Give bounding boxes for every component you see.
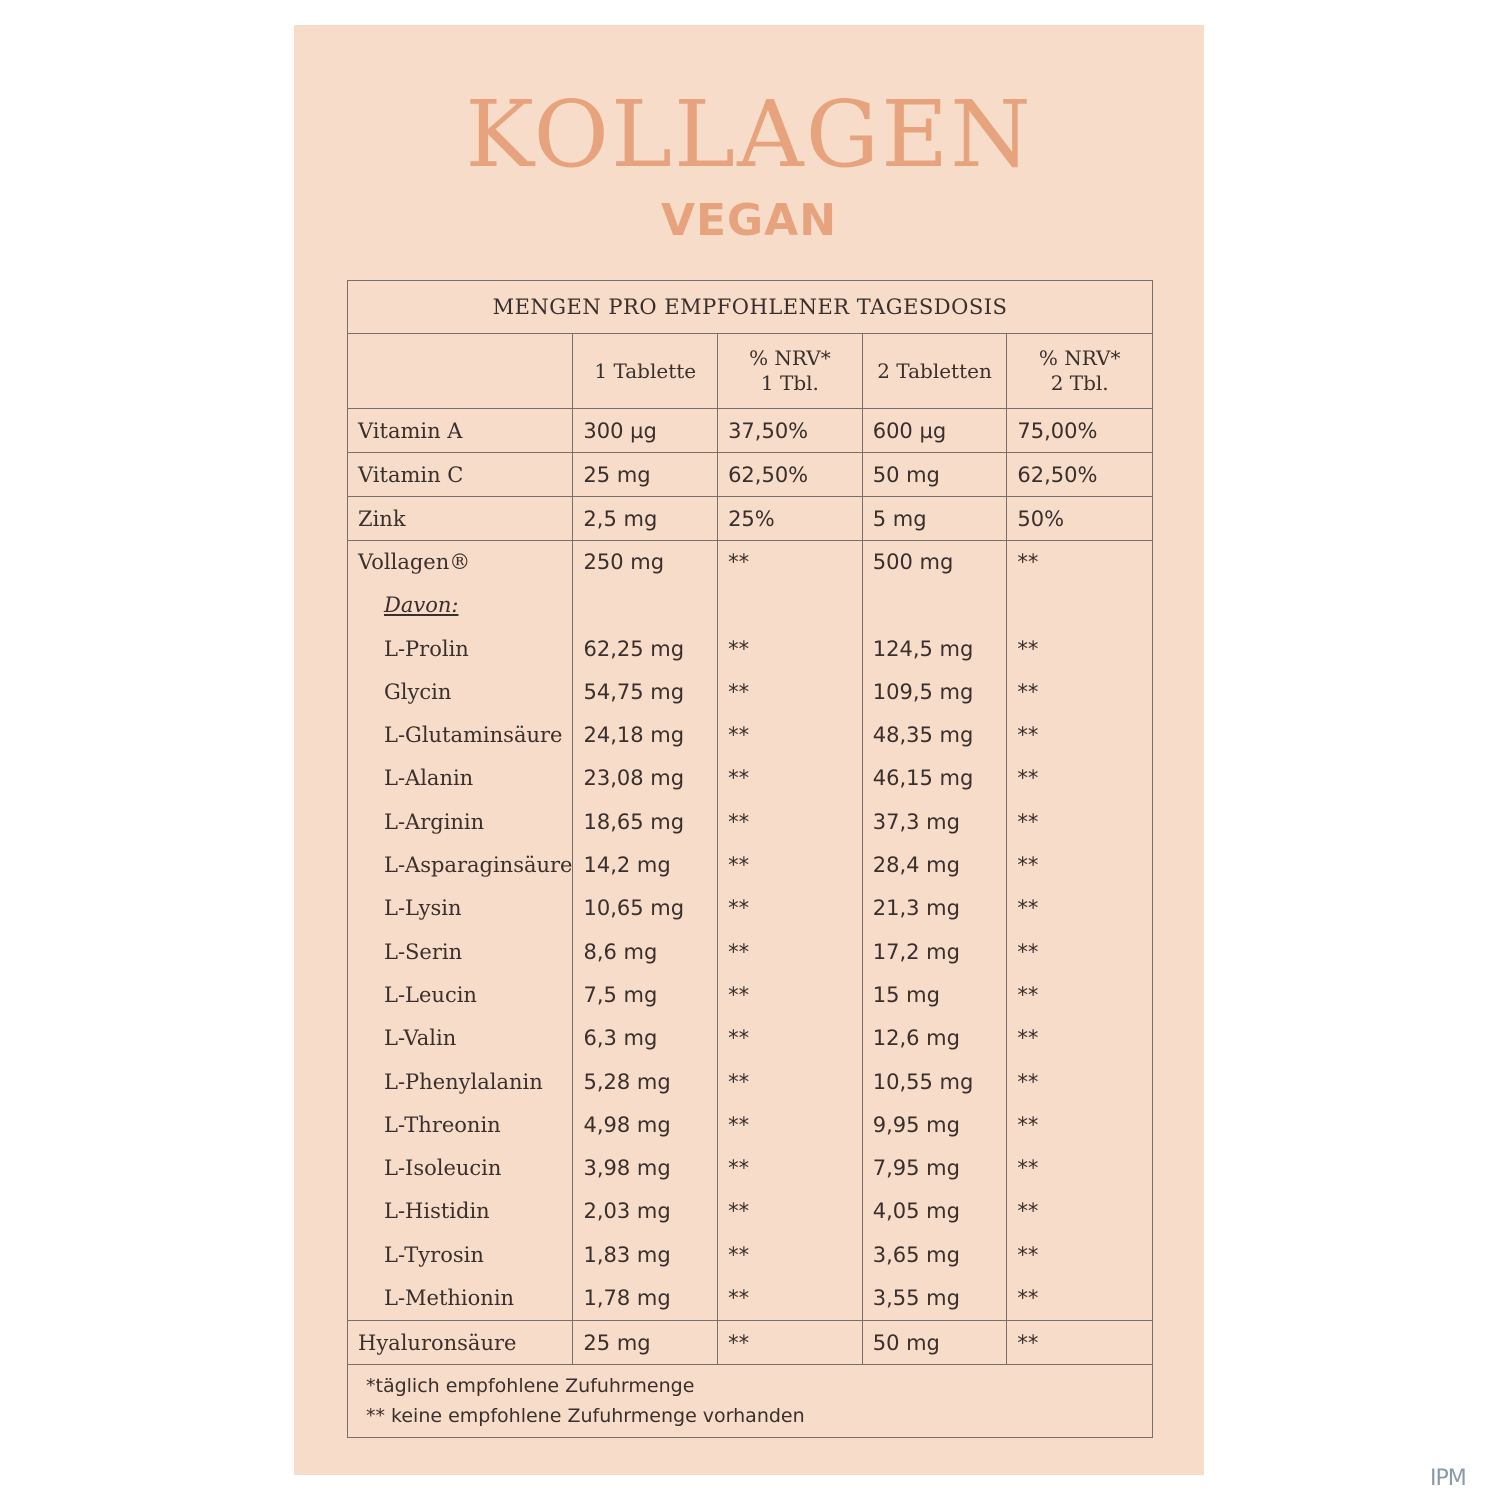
amount-2: 3,55 mg	[872, 1286, 960, 1311]
nutrient-name: Vollagen®	[358, 550, 471, 574]
nutrient-name: Vitamin A	[348, 409, 573, 452]
nrv-1: **	[728, 679, 750, 704]
nrv-1: **	[728, 1156, 750, 1181]
nrv-2: **	[1017, 1069, 1039, 1094]
vollagen-names	[348, 541, 573, 1320]
nrv-1: 25%	[718, 497, 863, 540]
nrv-2: **	[1017, 982, 1039, 1007]
table-row	[348, 409, 1152, 453]
amino-name: L-Prolin	[384, 636, 469, 661]
amount-2: 600 µg	[863, 409, 1008, 452]
amount-2: 9,95 mg	[872, 1112, 960, 1137]
column-header-name	[348, 334, 573, 409]
nrv-1: **	[728, 896, 750, 921]
amino-name: L-Tyrosin	[384, 1242, 484, 1267]
nrv-1: **	[728, 550, 750, 574]
column-header-nrv-1: % NRV* 1 Tbl.	[718, 334, 863, 409]
amino-name: L-Alanin	[384, 766, 474, 791]
nrv-2: **	[1017, 766, 1039, 791]
nrv-1: **	[728, 766, 750, 791]
nrv-1: **	[728, 853, 750, 878]
amino-name: L-Methionin	[384, 1286, 515, 1311]
amount-1: 14,2 mg	[583, 853, 671, 878]
amount-1: 10,65 mg	[583, 896, 685, 921]
column-header-row	[348, 334, 1152, 409]
vollagen-block	[348, 541, 1152, 1321]
amount-2: 124,5 mg	[872, 636, 974, 661]
nrv-1: **	[728, 939, 750, 964]
nrv-2: **	[1017, 1156, 1039, 1181]
amino-name: L-Asparaginsäure	[384, 853, 573, 878]
ipm-watermark-logo: IPM	[1430, 1466, 1466, 1491]
amount-2: 10,55 mg	[872, 1069, 974, 1094]
product-title: KOLLAGEN	[465, 81, 1033, 188]
column-header-1-tablet: 1 Tablette	[573, 334, 718, 409]
nutrient-name: Hyaluronsäure	[348, 1321, 573, 1364]
product-subtitle: VEGAN	[660, 195, 838, 246]
amount-2: 4,05 mg	[872, 1199, 960, 1224]
nrv-1: **	[728, 1069, 750, 1094]
nrv-2: **	[1017, 636, 1039, 661]
spacer	[873, 584, 1007, 627]
amount-1: 3,98 mg	[583, 1156, 671, 1181]
amino-name: L-Glutaminsäure	[384, 723, 563, 748]
nrv-2: **	[1017, 939, 1039, 964]
vollagen-nrv-1	[718, 541, 863, 1320]
spacer	[1017, 584, 1152, 627]
amino-name: L-Histidin	[384, 1199, 490, 1224]
amount-1: 8,6 mg	[583, 939, 658, 964]
amount-2: 500 mg	[872, 550, 954, 574]
footnote: ** keine empfohlene Zufuhrmenge vorhanden	[366, 1405, 805, 1428]
spacer	[583, 584, 717, 627]
nrv-2: 50%	[1017, 507, 1065, 531]
amino-name: L-Arginin	[384, 809, 485, 834]
nrv-1: 62,50%	[718, 453, 863, 496]
column-header-2-tablets: 2 Tabletten	[863, 334, 1008, 409]
nutrient-name: Zink	[348, 497, 573, 540]
amount-2: 48,35 mg	[872, 723, 974, 748]
vollagen-nrv-2	[1007, 541, 1152, 1320]
amount-2: 37,3 mg	[872, 809, 960, 834]
amount-1: 1,78 mg	[583, 1286, 671, 1311]
davon-label: Davon:	[384, 593, 459, 618]
amount-2: 15 mg	[872, 982, 940, 1007]
nrv-1: **	[728, 1199, 750, 1224]
amount-1: 7,5 mg	[583, 982, 658, 1007]
nrv-1: **	[728, 1286, 750, 1311]
amount-2: 46,15 mg	[872, 766, 974, 791]
amount-2: 5 mg	[863, 497, 1008, 540]
nrv-1: **	[728, 1112, 750, 1137]
amount-1: 54,75 mg	[583, 679, 685, 704]
amount-2: 12,6 mg	[872, 1026, 960, 1051]
nrv-2: **	[1017, 1331, 1039, 1356]
amount-2: 21,3 mg	[872, 896, 960, 921]
footnotes	[348, 1365, 1152, 1437]
amount-1: 300 µg	[573, 409, 718, 452]
amount-1: 1,83 mg	[583, 1242, 671, 1267]
amino-name: L-Threonin	[384, 1112, 501, 1137]
amount-1: 2,5 mg	[573, 497, 718, 540]
nrv-2: 62,50%	[1017, 463, 1098, 487]
nrv-1: **	[728, 1026, 750, 1051]
amino-name: L-Leucin	[384, 982, 477, 1007]
amount-2: 50 mg	[863, 453, 1008, 496]
nrv-1: **	[728, 982, 750, 1007]
amount-2: 17,2 mg	[872, 939, 960, 964]
nrv-1: **	[728, 723, 750, 748]
amount-2: 28,4 mg	[872, 853, 960, 878]
amount-1: 62,25 mg	[583, 636, 685, 661]
amount-1: 6,3 mg	[583, 1026, 658, 1051]
amino-name: L-Valin	[384, 1026, 457, 1051]
vollagen-amount-1	[573, 541, 718, 1320]
nrv-2: **	[1017, 1026, 1039, 1051]
amount-1: 250 mg	[583, 550, 665, 574]
spacer	[728, 584, 862, 627]
amount-1: 2,03 mg	[583, 1199, 671, 1224]
vollagen-amount-2	[863, 541, 1008, 1320]
amount-1: 25 mg	[573, 453, 718, 496]
amount-1: 4,98 mg	[583, 1112, 671, 1137]
table-row	[348, 453, 1152, 497]
nutrient-name: Vitamin C	[348, 453, 573, 496]
amount-1: 18,65 mg	[583, 809, 685, 834]
nrv-1: **	[728, 1242, 750, 1267]
amount-2: 50 mg	[863, 1321, 1008, 1364]
nrv-2: **	[1017, 1242, 1039, 1267]
amino-name: L-Phenylalanin	[384, 1069, 543, 1094]
amino-name: L-Lysin	[384, 896, 462, 921]
table-row	[348, 497, 1152, 541]
nrv-2: 75,00%	[1017, 419, 1098, 443]
nrv-2: **	[1017, 896, 1039, 921]
nrv-2: **	[1017, 550, 1039, 574]
nrv-2: **	[1017, 1112, 1039, 1137]
table-row	[348, 1321, 1152, 1365]
nutrition-table	[347, 280, 1153, 1438]
nrv-1: **	[728, 809, 750, 834]
amino-name: Glycin	[384, 679, 452, 704]
amino-name: L-Serin	[384, 939, 463, 964]
footnote: *täglich empfohlene Zufuhrmenge	[366, 1375, 695, 1398]
amount-1: 23,08 mg	[583, 766, 685, 791]
nrv-2: **	[1017, 723, 1039, 748]
nrv-2: **	[1017, 679, 1039, 704]
amount-2: 3,65 mg	[872, 1242, 960, 1267]
amount-2: 7,95 mg	[872, 1156, 960, 1181]
column-header-nrv-2: % NRV* 2 Tbl.	[1038, 346, 1121, 395]
nrv-1: 37,50%	[718, 409, 863, 452]
nrv-2: **	[1017, 853, 1039, 878]
nrv-2: **	[1017, 1199, 1039, 1224]
amount-2: 109,5 mg	[872, 679, 974, 704]
nrv-1: **	[718, 1321, 863, 1364]
table-heading: MENGEN PRO EMPFOHLENER TAGESDOSIS	[348, 281, 1152, 334]
amount-1: 25 mg	[573, 1321, 718, 1364]
nrv-2: **	[1017, 809, 1039, 834]
amino-name: L-Isoleucin	[384, 1156, 502, 1181]
amount-1: 5,28 mg	[583, 1069, 671, 1094]
amount-1: 24,18 mg	[583, 723, 685, 748]
nrv-1: **	[728, 636, 750, 661]
nrv-2: **	[1017, 1286, 1039, 1311]
